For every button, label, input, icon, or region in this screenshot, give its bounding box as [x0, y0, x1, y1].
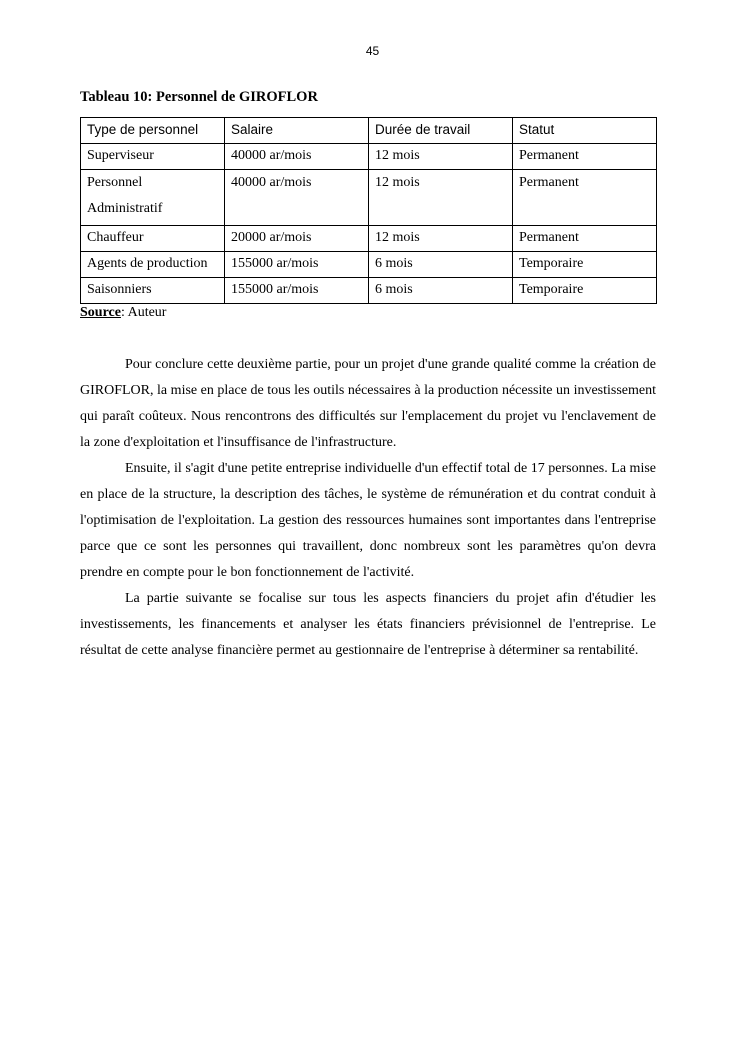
cell-status: Permanent: [513, 226, 657, 252]
paragraph: La partie suivante se focalise sur tous les aspects financiers du projet afin d'étudier les investissements, les financements et analyser les états financiers prévisionnel de l'entreprise. Le résultat de cette analyse financière permet au gestionnaire de l'entreprise à déterminer sa rentabilité.: [80, 591, 656, 658]
cell-duration: 12 mois: [369, 144, 513, 170]
table-row: [81, 144, 657, 170]
cell-duration: 6 mois: [369, 278, 513, 304]
cell-salary: 155000 ar/mois: [225, 252, 369, 278]
cell-duration: 6 mois: [369, 252, 513, 278]
body-text: [80, 352, 656, 664]
cell-type: Personnel Administratif: [81, 170, 225, 226]
table-row: [81, 170, 657, 226]
header-status: Statut: [513, 118, 657, 144]
cell-salary: 155000 ar/mois: [225, 278, 369, 304]
source-value: : Auteur: [120, 305, 167, 320]
source-label: Source: [80, 305, 121, 320]
table-source: [80, 305, 166, 321]
header-duration: Durée de travail: [369, 118, 513, 144]
table-row: [81, 278, 657, 304]
cell-type: Agents de production: [81, 252, 225, 278]
cell-salary: 40000 ar/mois: [225, 170, 369, 226]
cell-salary: 20000 ar/mois: [225, 226, 369, 252]
paragraph: Ensuite, il s'agit d'une petite entreprise individuelle d'un effectif total de 17 personnes. La mise en place de la structure, la description des tâches, le système de rémunération et du contrat conduit à l'optimisation de l'exploitation. La gestion des ressources humaines sont importantes dans l'entreprise parce que ce sont les personnes qui travaillent, donc nombreux sont les paramètres qu'on devra prendre en compte pour le bon fonctionnement de l'activité.: [80, 461, 656, 580]
cell-type: Saisonniers: [81, 278, 225, 304]
cell-status: Permanent: [513, 170, 657, 226]
cell-type: Chauffeur: [81, 226, 225, 252]
header-type: Type de personnel: [81, 118, 225, 144]
table-title: Tableau 10: Personnel de GIROFLOR: [80, 89, 318, 105]
cell-status: Permanent: [513, 144, 657, 170]
cell-duration: 12 mois: [369, 226, 513, 252]
personnel-table: [80, 117, 657, 304]
cell-type: Superviseur: [81, 144, 225, 170]
cell-salary: 40000 ar/mois: [225, 144, 369, 170]
header-salary: Salaire: [225, 118, 369, 144]
table-row: [81, 226, 657, 252]
table-header-row: [81, 118, 657, 144]
cell-duration: 12 mois: [369, 170, 513, 226]
paragraph: Pour conclure cette deuxième partie, pour un projet d'une grande qualité comme la création de GIROFLOR, la mise en place de tous les outils nécessaires à la production nécessite un investissement qui paraît coûteux. Nous rencontrons des difficultés sur l'emplacement du projet vu l'enclavement de la zone d'exploitation et l'insuffisance de l'infrastructure.: [80, 357, 656, 450]
cell-status: Temporaire: [513, 252, 657, 278]
page-number: 45: [365, 44, 380, 58]
cell-status: Temporaire: [513, 278, 657, 304]
table-row: [81, 252, 657, 278]
